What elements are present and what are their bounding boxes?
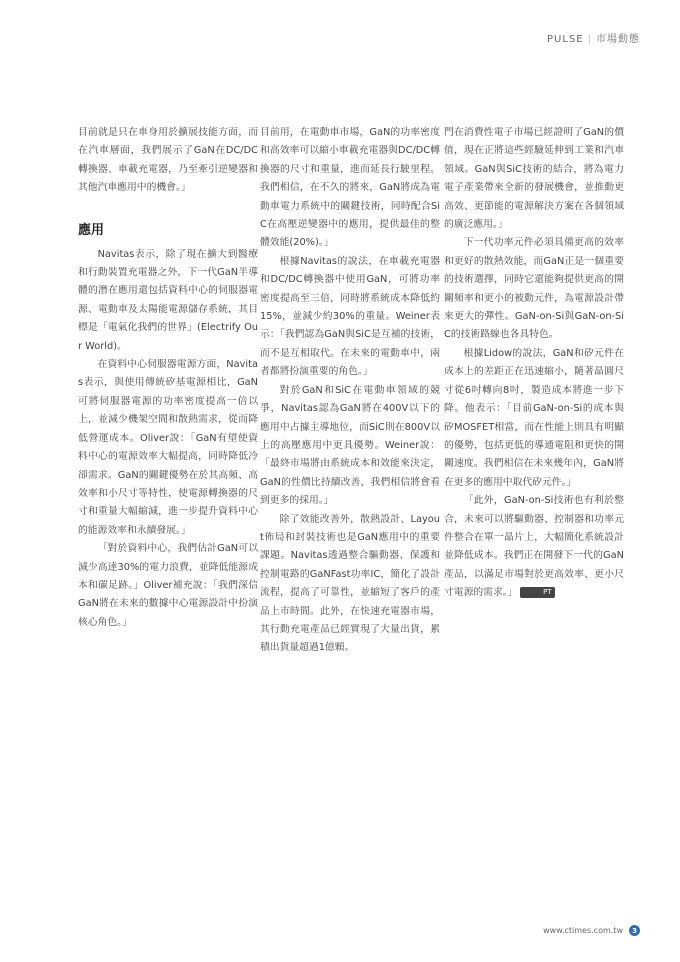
article-column-2 — [260, 124, 440, 658]
paragraph: 下一代功率元件必須具備更高的效率和更好的散熱效能，而GaN正是一個重要的技術選擇，同時它還能夠提供更高的開關頻率和更小的被動元件，為電源設計帶來更大的彈性。GaN-on-Si與GaN-on-SiC的技術路線也各具特色。 — [444, 237, 624, 341]
paragraph: 根據Navitas的說法，在車載充電器和DC/DC轉換器中使用GaN，可將功率密度提高至三倍，同時將系統成本降低約15%，並減少約30%的重量。Weiner表示：「我們認為GaN與SiC是互補的技術，而不是互相取代。在未來的電動車中，兩者都將扮演重要的角色。」 — [260, 255, 440, 378]
paragraph: 目前用，在電動車市場，GaN的功率密度和高效率可以縮小車載充電器與DC/DC轉換器的尺寸和重量，進而延長行駛里程。我們相信，在不久的將來，GaN將成為電動車電力系統中的關鍵技術，同時配合SiC在高壓逆變器中的應用，提供最佳的整體效能(20%)。」 — [260, 127, 440, 249]
paragraph: Navitas表示，除了現在擴大到醫療和行動裝置充電器之外，下一代GaN半導體的潛在應用還包括資料中心的伺服器電源、電動車及太陽能電源儲存系統，其目標是「電氣化我們的世界」(Electrify Our World)。 — [78, 248, 258, 352]
paragraph — [444, 492, 624, 602]
header-divider: | — [587, 34, 592, 45]
paragraph-text: 「此外，GaN-on-Si技術也有利於整合，未來可以將驅動器、控制器和功率元件整合在單一晶片上，大幅簡化系統設計並降低成本。我們正在開發下一代的GaN產品，以滿足市場對於更高效率、更小尺寸電源的需求。」 — [444, 495, 624, 599]
paragraph: 除了效能改善外，散熱設計、Layout佈局和封裝技術也是GaN應用中的重要課題。Navitas透過整合驅動器、保護和控制電路的GaNFast功率IC，簡化了設計流程，提高了可靠性，並縮短了客戶的產品上市時間。此外，在快速充電器市場，其行動充電產品已經實現了大量出貨，累積出貨量超過1億顆。 — [260, 513, 440, 654]
paragraph: 根據Lidow的說法，GaN和矽元件在成本上的差距正在迅速縮小，隨著晶圓尺寸從6吋轉向8吋，製造成本將進一步下降。他表示：「目前GaN-on-Si的成本與矽MOSFET相當，而在性能上則具有明顯的優勢，包括更低的導通電阻和更快的開關速度。我們相信在未來幾年內，GaN將在更多的應用中取代矽元件。」 — [444, 347, 624, 488]
header-section: PULSE — [547, 34, 584, 45]
page-number-badge: 3 — [629, 925, 640, 936]
header-category: 市場動態 — [596, 34, 640, 45]
paragraph: 對於GaN和SiC在電動車領域的競爭，Navitas認為GaN將在400V以下的應用中占據主導地位，而SiC則在800V以上的高壓應用中更具優勢。Weiner說：「最終市場將由系統成本和效能來決定，GaN的性價比持續改善，我們相信將會看到更多的採用。」 — [260, 384, 440, 507]
paragraph: 門在消費性電子市場已經證明了GaN的價值，現在正將這些經驗延伸到工業和汽車領域。GaN與SiC技術的結合，將為電力電子產業帶來全新的發展機會，並推動更高效、更節能的電源解決方案在各個領域的廣泛應用。」 — [444, 127, 624, 231]
page-header — [547, 30, 640, 45]
paragraph: 在資料中心伺服器電源方面，Navitas表示，與使用傳統矽基電源相比，GaN可將伺服器電源的功率密度提高一倍以上，並減少機架空間和散熱需求，從而降低營運成本。Oliver說：「GaN有望使資料中心的電源效率大幅提高，同時降低冷卻需求。GaN的關鍵優勢在於其高頻、高效率和小尺寸等特性，使電源轉換器的尺寸和重量大幅縮減，進一步提升資料中心的能源效率和永續發展。」 — [78, 359, 258, 536]
footer-url: www.ctimes.com.tw — [543, 926, 623, 935]
paragraph: 目前就是只在車身用於擴展技能方面，而在汽車層面，我們展示了GaN在DC/DC轉換器、車載充電器，乃至牽引逆變器和其他汽車應用中的機會。」 — [78, 127, 258, 194]
article-column-3 — [444, 124, 624, 603]
end-mark-icon: PT — [520, 587, 554, 598]
paragraph: 「對於資料中心，我們估計GaN可以減少高達30%的電力浪費，並降低能源成本和碳足跡。」Oliver補充說：「我們深信GaN將在未來的數據中心電源設計中扮演核心角色。」 — [78, 543, 258, 628]
page-footer — [543, 925, 640, 936]
section-heading: 應用 — [78, 222, 105, 238]
article-column-1 — [78, 124, 258, 632]
